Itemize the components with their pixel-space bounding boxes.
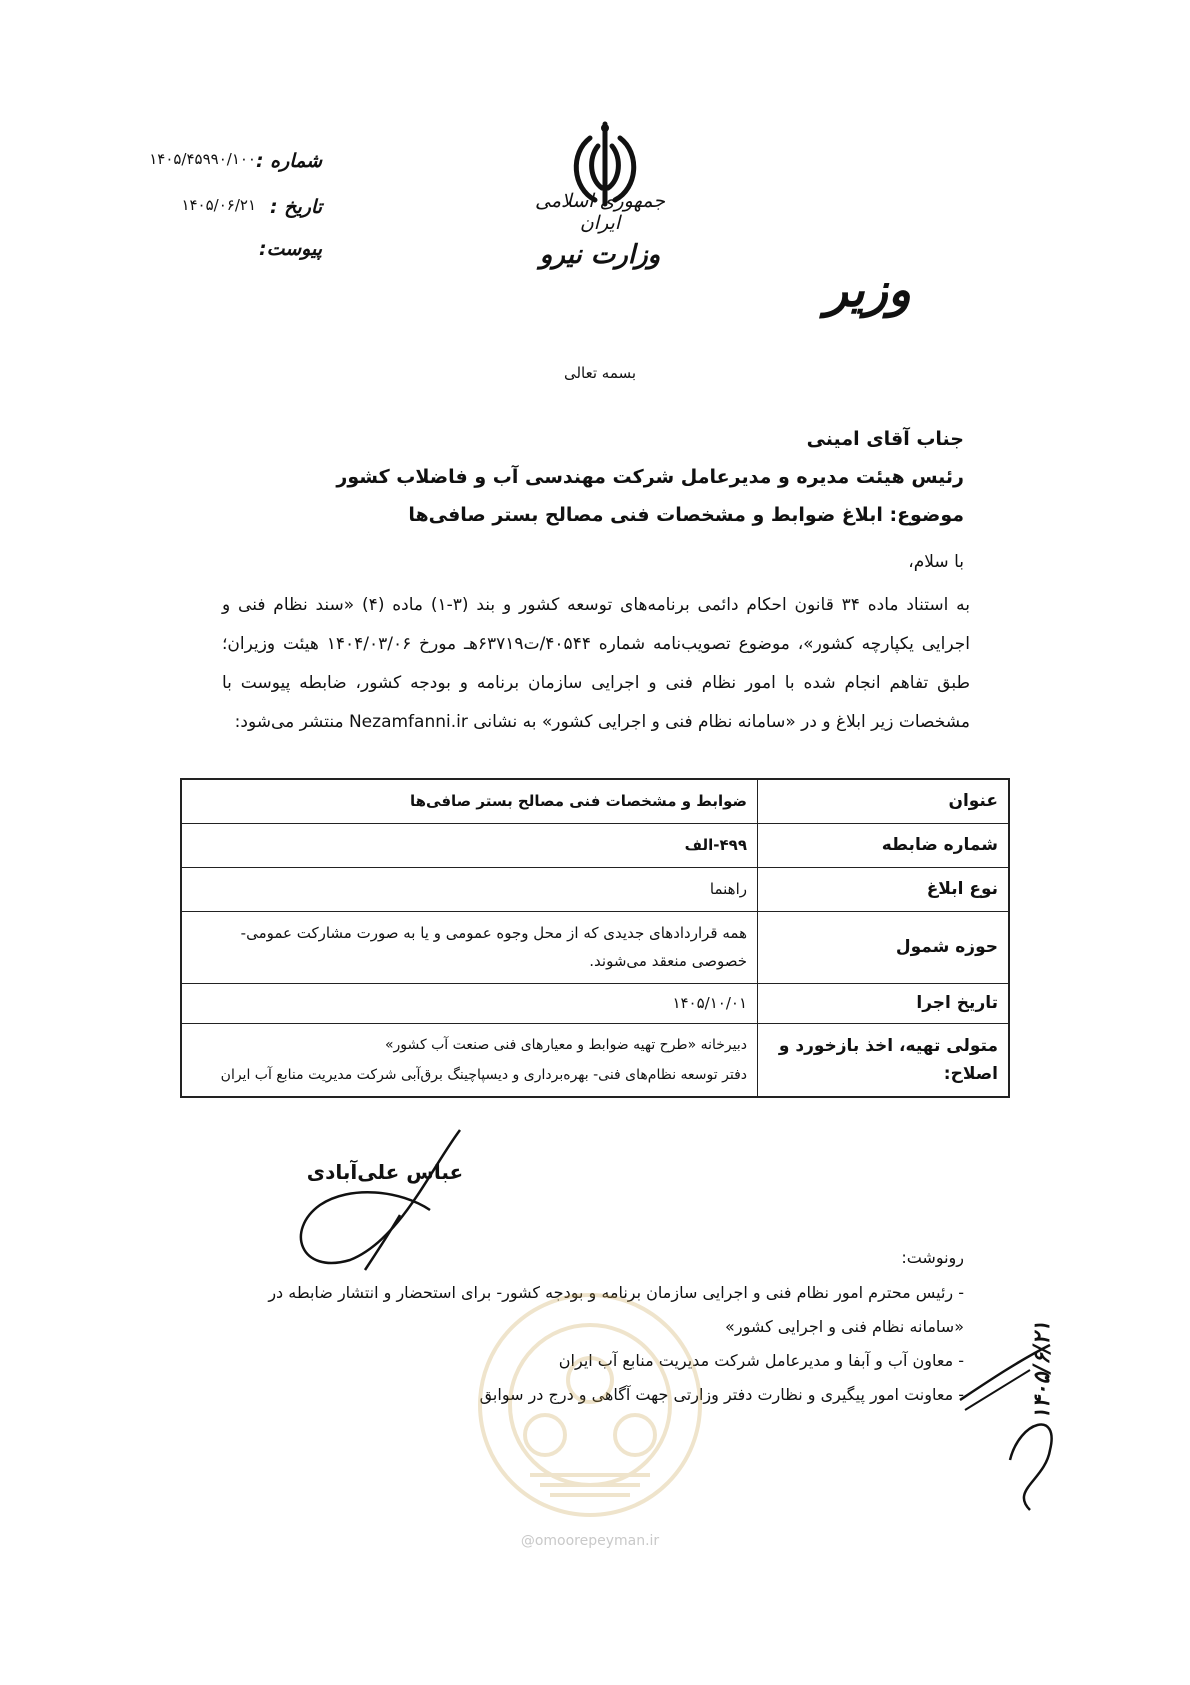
addressee-title: رئیس هیئت مدیره و مدیرعامل شرکت مهندسی آب و فاضلاب کشور (336, 466, 964, 488)
minister-heading: وزیر (824, 262, 912, 318)
list-item: - رئیس محترم امور نظام فنی و اجرایی سازمان برنامه و بودجه کشور- برای استحضار و انتشار ضابطه در «سامانه نظام فنی و اجرایی کشور» (268, 1283, 964, 1336)
table-row (181, 823, 1009, 867)
ministry-name: وزارت نیرو (539, 240, 661, 270)
row-label: عنوان (758, 779, 1010, 823)
table-row (181, 911, 1009, 983)
row-value: ۴۹۹-الف (181, 823, 758, 867)
list-item: - معاونت امور پیگیری و نظارت دفتر وزارتی جهت آگاهی و درج در سوابق (479, 1385, 964, 1404)
row-value-line: دفتر توسعه نظام‌های فنی- بهره‌برداری و دیسپاچینگ برق‌آبی شرکت مدیریت منابع آب ایران (220, 1066, 747, 1083)
list-item: - معاون آب و آبفا و مدیرعامل شرکت مدیریت منابع آب ایران (558, 1351, 964, 1370)
row-label: تاریخ اجرا (758, 983, 1010, 1023)
row-value-line: دبیرخانه «طرح تهیه ضوابط و معیارهای فنی صنعت آب کشور» (384, 1036, 747, 1053)
specification-table (180, 778, 1010, 1098)
signer-name: عباس علی‌آبادی (306, 1160, 464, 1184)
row-value: ضوابط و مشخصات فنی مصالح بستر صافی‌ها (181, 779, 758, 823)
row-label: متولی تهیه، اخذ بازخورد و اصلاح: (758, 1023, 1010, 1097)
watermark-seal-icon (470, 1285, 710, 1525)
cc-label: رونوشت: (901, 1248, 964, 1267)
row-label: شماره ضابطه (758, 823, 1010, 867)
row-value (181, 1023, 758, 1097)
attachment-label: پیوست: (258, 238, 322, 260)
watermark-text: @omoorepeyman.ir (520, 1533, 660, 1549)
row-label: حوزه شمول (758, 911, 1010, 983)
table-row (181, 779, 1009, 823)
date-value: ۱۴۰۵/۰۶/۲۱ (181, 196, 256, 214)
addressee-name: جناب آقای امینی (806, 428, 964, 450)
table-row (181, 983, 1009, 1023)
basmala: بسمه تعالی (563, 364, 637, 382)
table-row (181, 1023, 1009, 1097)
number-label: شماره : (255, 150, 322, 172)
row-value: ۱۴۰۵/۱۰/۰۱ (181, 983, 758, 1023)
row-value: راهنما (181, 867, 758, 911)
row-label: نوع ابلاغ (758, 867, 1010, 911)
country-name: جمهوری اسلامی ایران (535, 190, 665, 234)
date-label: تاریخ : (269, 196, 322, 218)
number-value: ۱۴۰۵/۴۵۹۹۰/۱۰۰ (149, 150, 256, 168)
table-row (181, 867, 1009, 911)
subject-line: موضوع: ابلاغ ضوابط و مشخصات فنی مصالح بستر صافی‌ها (408, 504, 964, 526)
body-paragraph: به استناد ماده ۳۴ قانون احکام دائمی برنامه‌های توسعه کشور و بند (۳-۱) ماده (۴) «سند نظام فنی و اجرایی یکپارچه کشور»، موضوع تصویب‌نامه شماره ۴۰۵۴۴/ت۶۳۷۱۹هـ مورخ ۱۴۰۴/۰۳/۰۶ هیئت وزیران؛ طبق تفاهم انجام شده با امور نظام فنی و اجرایی سازمان برنامه و بودجه کشور، ضابطه پیوست با مشخصات زیر ابلاغ و در «سامانه نظام فنی و اجرایی کشور» به نشانی Nezamfanni.ir منتشر می‌شود: (222, 595, 971, 732)
greeting: با سلام، (908, 552, 964, 572)
signature-scribble-icon (280, 1110, 480, 1280)
handwritten-date: ۱۴۰۵/۶/۲۱ (1030, 1321, 1055, 1420)
row-value: همه قراردادهای جدیدی که از محل وجوه عمومی و یا به صورت مشارکت عمومی-خصوصی منعقد می‌شوند. (181, 911, 758, 983)
